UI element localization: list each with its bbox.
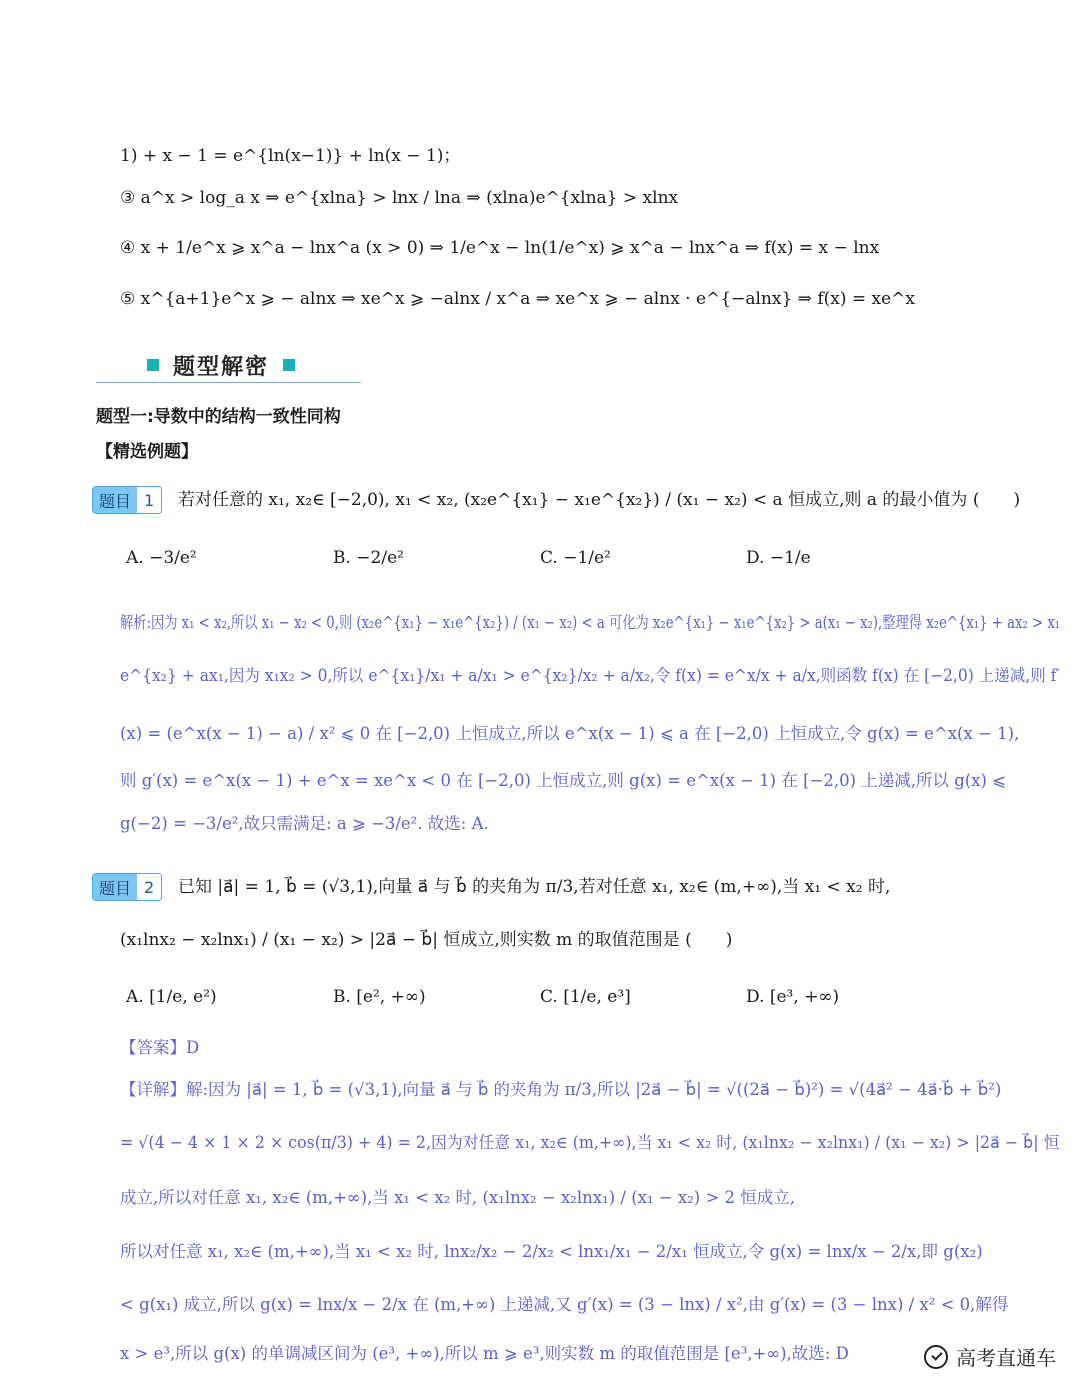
intro-line-4: ④ x + 1/e^x ⩾ x^a − lnx^a (x > 0) ⇒ 1/e^x − ln(1/e^x) ⩾ x^a − lnx^a ⇒ f(x) = x − lnx <box>120 238 880 258</box>
examples-heading: 【精选例题】 <box>96 442 198 462</box>
type-heading: 题型一:导数中的结构一致性同构 <box>96 407 341 427</box>
problem-stem-line: 已知 |a⃗| = 1, b⃗ = (√3,1),向量 a⃗ 与 b⃗ 的夹角为 π/3,若对任意 x₁, x₂∈ (m,+∞),当 x₁ < x₂ 时, <box>178 877 891 897</box>
solution-line: 解析:因为 x₁ < x₂,所以 x₁ − x₂ < 0,则 (x₂e^{x₁} − x₁e^{x₂}) / (x₁ − x₂) < a 可化为 x₂e^{x₁} − x₁e^{x₂} > a(x₁ − x₂),整理得 x₂e^{x₁} + ax₂ > x₁ <box>120 613 1061 632</box>
solution-line: = √(4 − 4 × 1 × 2 × cos(π/3) + 4) = 2,因为对任意 x₁, x₂∈ (m,+∞),当 x₁ < x₂ 时, (x₁lnx₂ − x₂lnx₁) / (x₁ − x₂) > |2a⃗ − b⃗| 恒 <box>120 1133 1060 1152</box>
watermark <box>924 1342 1056 1371</box>
option-d: D. −1/e <box>746 548 811 568</box>
square-bullet-icon <box>147 359 159 371</box>
problem-tag-number: 1 <box>137 487 161 513</box>
intro-line-1: 1) + x − 1 = e^{ln(x−1)} + ln(x − 1)； <box>120 146 461 166</box>
section-header-rule <box>96 382 361 383</box>
solution-line: 所以对任意 x₁, x₂∈ (m,+∞),当 x₁ < x₂ 时, lnx₂/x₂ − 2/x₂ < lnx₁/x₁ − 2/x₁ 恒成立,令 g(x) = lnx/x − 2/x,即 g(x₂) <box>120 1242 983 1261</box>
solution-line: 【详解】解:因为 |a⃗| = 1, b⃗ = (√3,1),向量 a⃗ 与 b⃗ 的夹角为 π/3,所以 |2a⃗ − b⃗| = √((2a⃗ − b⃗)²) = √(4a⃗² − 4a⃗·b⃗ + b⃗²) <box>120 1080 1002 1099</box>
solution-line: (x) = (e^x(x − 1) − a) / x² ⩽ 0 在 [−2,0) 上恒成立,所以 e^x(x − 1) ⩽ a 在 [−2,0) 上恒成立,令 g(x) = e^x(x − 1), <box>120 724 1020 743</box>
problem-tag-number: 2 <box>137 874 161 900</box>
option-b: B. [e², +∞) <box>333 987 426 1007</box>
answer-line: 【答案】D <box>120 1038 200 1057</box>
section-header <box>147 350 295 380</box>
square-bullet-icon <box>283 359 295 371</box>
option-b: B. −2/e² <box>333 548 404 568</box>
solution-line: x > e³,所以 g(x) 的单调减区间为 (e³, +∞),所以 m ⩾ e³,则实数 m 的取值范围是 [e³,+∞),故选: D <box>120 1344 849 1363</box>
solution-line: 成立,所以对任意 x₁, x₂∈ (m,+∞),当 x₁ < x₂ 时, (x₁lnx₂ − x₂lnx₁) / (x₁ − x₂) > 2 恒成立, <box>120 1188 796 1207</box>
problem-stem-line: 若对任意的 x₁, x₂∈ [−2,0), x₁ < x₂, (x₂e^{x₁} − x₁e^{x₂}) / (x₁ − x₂) < a 恒成立,则 a 的最小值为 ( ) <box>178 490 1021 510</box>
watermark-text: 高考直通车 <box>956 1346 1056 1370</box>
option-a: A. −3/e² <box>126 548 197 568</box>
option-c: C. [1/e, e³] <box>540 987 631 1007</box>
problem-tag <box>92 486 162 514</box>
wechat-logo-icon <box>924 1345 948 1369</box>
problem-tag-label: 题目 <box>93 874 137 900</box>
option-c: C. −1/e² <box>540 548 611 568</box>
problem-tag-label: 题目 <box>93 487 137 513</box>
intro-line-3: ③ a^x > log_a x ⇒ e^{xlna} > lnx / lna ⇒ (xlna)e^{xlna} > xlnx <box>120 188 679 208</box>
solution-line: e^{x₂} + ax₁,因为 x₁x₂ > 0,所以 e^{x₁}/x₁ + a/x₁ > e^{x₂}/x₂ + a/x₂,令 f(x) = e^x/x + a/x,则函数 f(x) 在 [−2,0) 上递减,则 f′ <box>120 666 1060 685</box>
problem-stem-line: (x₁lnx₂ − x₂lnx₁) / (x₁ − x₂) > |2a⃗ − b⃗| 恒成立,则实数 m 的取值范围是 ( ) <box>120 930 733 950</box>
section-title: 题型解密 <box>173 354 270 380</box>
solution-line: < g(x₁) 成立,所以 g(x) = lnx/x − 2/x 在 (m,+∞) 上递减,又 g′(x) = (3 − lnx) / x²,由 g′(x) = (3 − lnx) / x² < 0,解得 <box>120 1295 1009 1314</box>
solution-line: g(−2) = −3/e²,故只需满足: a ⩾ −3/e². 故选: A. <box>120 814 489 833</box>
problem-tag <box>92 873 162 901</box>
option-a: A. [1/e, e²) <box>126 987 217 1007</box>
solution-line: 则 g′(x) = e^x(x − 1) + e^x = xe^x < 0 在 [−2,0) 上恒成立,则 g(x) = e^x(x − 1) 在 [−2,0) 上递减,所以 g(x) ⩽ <box>120 771 1007 790</box>
intro-line-5: ⑤ x^{a+1}e^x ⩾ − alnx ⇒ xe^x ⩾ −alnx / x^a ⇒ xe^x ⩾ − alnx · e^{−alnx} ⇒ f(x) = xe^x <box>120 289 916 309</box>
option-d: D. [e³, +∞) <box>746 987 840 1007</box>
